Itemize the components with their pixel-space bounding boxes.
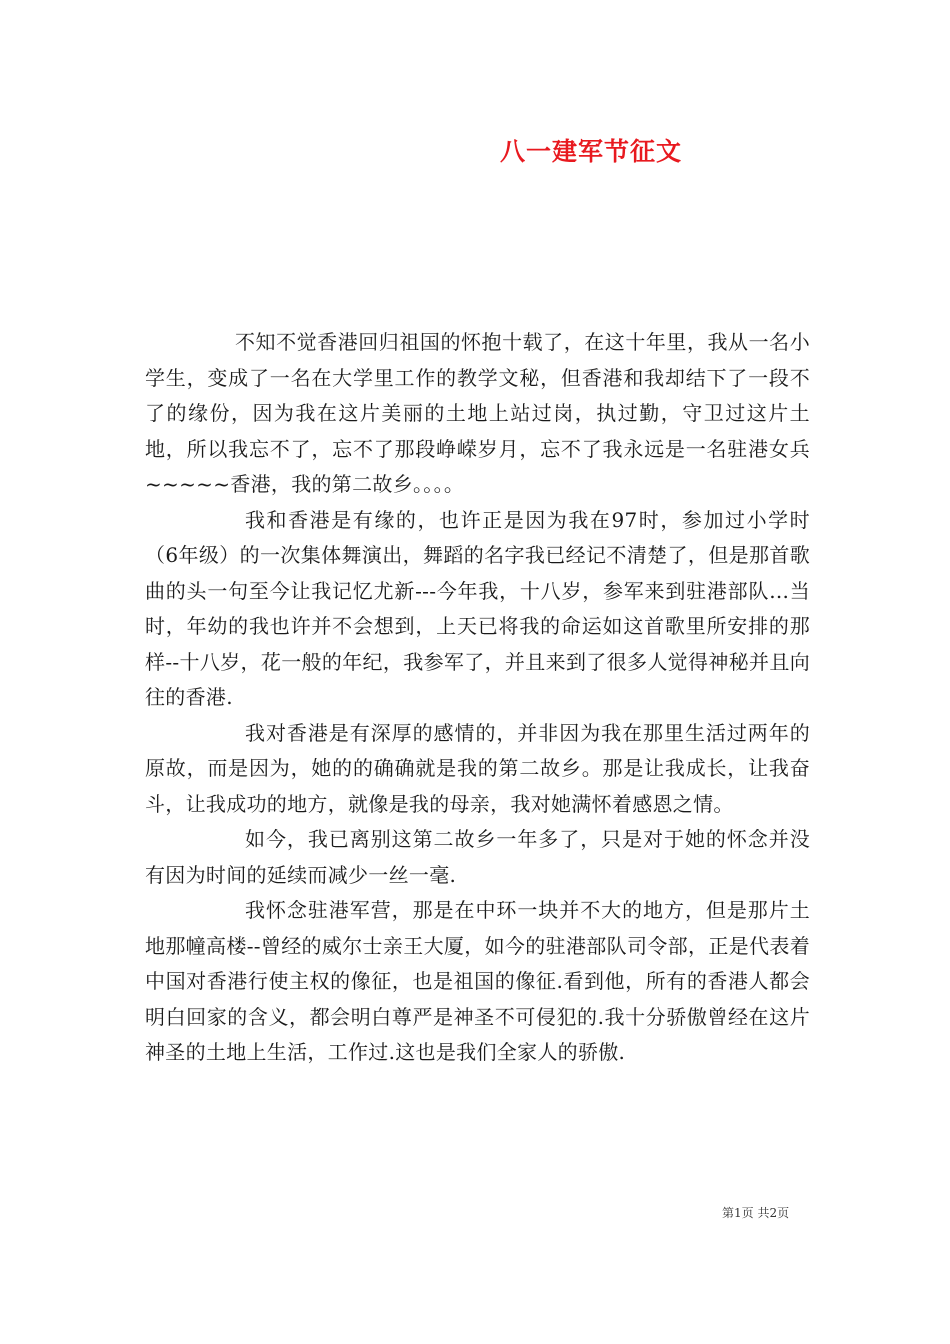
paragraph-5: 我怀念驻港军营，那是在中环一块并不大的地方，但是那片土地那幢高楼--曾经的威尔士亲王大厦，如今的驻港部队司令部，正是代表着中国对香港行使主权的像征，也是祖国的像征.看到他，所有的香港人都会明白回家的含义，都会明白尊严是神圣不可侵犯的.我十分骄傲曾经在这片神圣的土地上生活，工作过.这也是我们全家人的骄傲. [145, 898, 810, 1064]
document-title: 八一建军节征文 [500, 137, 683, 166]
paragraph-4: 如今，我已离别这第二故乡一年多了，只是对于她的怀念并没有因为时间的延续而减少一丝一毫. [145, 827, 810, 887]
page-number-footer: 第1页 共2页 [722, 1206, 790, 1220]
paragraph-2: 我和香港是有缘的，也许正是因为我在97时，参加过小学时（6年级）的一次集体舞演出，舞蹈的名字我已经记不清楚了，但是那首歌曲的头一句至今让我记忆尤新---今年我，十八岁，参军来到驻港部队...当时，年幼的我也许并不会想到，上天已将我的命运如这首歌里所安排的那样--十八岁，花一般的年纪，我参军了，并且来到了很多人觉得神秘并且向往的香港. [145, 507, 810, 709]
paragraph-3: 我对香港是有深厚的感情的，并非因为我在那里生活过两年的原故，而是因为，她的的确确就是我的第二故乡。那是让我成长，让我奋斗，让我成功的地方，就像是我的母亲，我对她满怀着感恩之情。 [145, 720, 810, 816]
paragraph-1: 不知不觉香港回归祖国的怀抱十载了，在这十年里，我从一名小学生，变成了一名在大学里工作的教学文秘，但香港和我却结下了一段不了的缘份，因为我在这片美丽的土地上站过岗，执过勤，守卫过这片土地，所以我忘不了，忘不了那段峥嵘岁月，忘不了我永远是一名驻港女兵~~~~~香港，我的第二故乡。。。。 [145, 330, 810, 496]
document-body [145, 325, 810, 1071]
